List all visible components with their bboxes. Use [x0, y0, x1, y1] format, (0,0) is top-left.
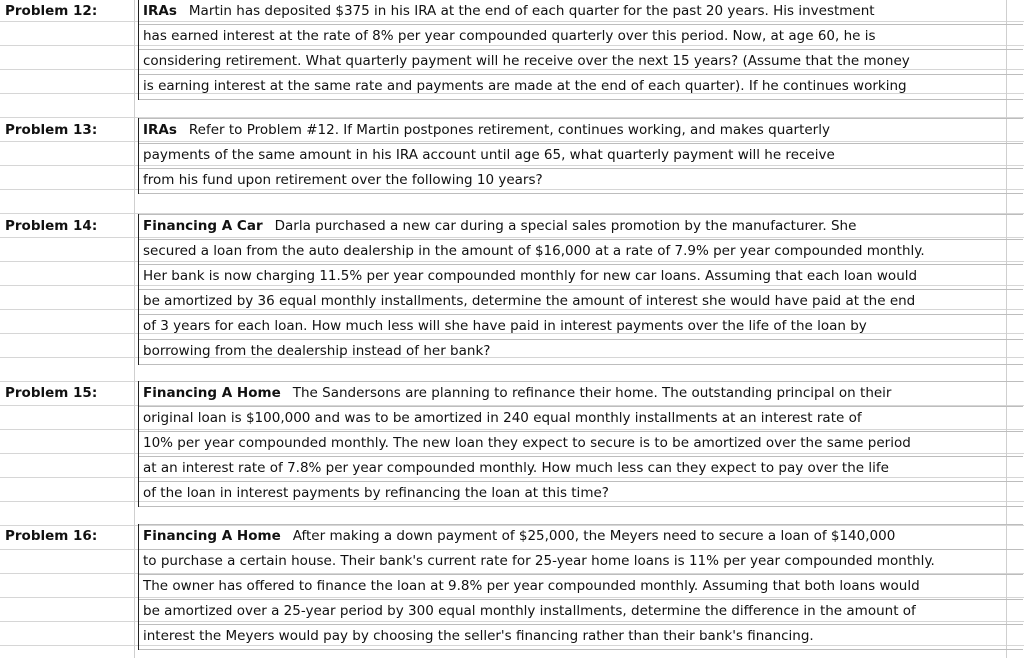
problem-15-line-1: Financing A Home The Sandersons are planning to refinance their home. The outstanding principal on their	[139, 381, 1023, 407]
problem-14-line-3: Her bank is now charging 11.5% per year compounded monthly for new car loans. Assuming that each loan would	[139, 265, 1023, 290]
problem-12-label: Problem 12:	[5, 3, 98, 19]
problem-14-line-5: of 3 years for each loan. How much less will she have paid in interest payments over the life of the loan by	[139, 315, 1023, 340]
problem-16-text	[138, 524, 1023, 650]
problem-14-label: Problem 14:	[5, 218, 98, 234]
problem-15-line-5: of the loan in interest payments by refinancing the loan at this time?	[139, 482, 1023, 507]
problem-12-topic: IRAs	[143, 3, 177, 19]
problem-12-text	[138, 0, 1023, 100]
problem-13-line-2: payments of the same amount in his IRA account until age 65, what quarterly payment will he receive	[139, 144, 1023, 169]
problem-15-topic: Financing A Home	[143, 385, 281, 401]
problem-12-line-1: IRAs Martin has deposited $375 in his IRA at the end of each quarter for the past 20 years. His investment	[139, 0, 1023, 25]
problem-12-line-3: considering retirement. What quarterly payment will he receive over the next 15 years? (Assume that the money	[139, 50, 1023, 75]
problem-15-line-4: at an interest rate of 7.8% per year compounded monthly. How much less can they expect to pay over the life	[139, 457, 1023, 482]
problem-15-text	[138, 381, 1023, 507]
problem-14-line-4: be amortized by 36 equal monthly installments, determine the amount of interest she would have paid at the end	[139, 290, 1023, 315]
problem-13-label: Problem 13:	[5, 122, 98, 138]
problem-13-text	[138, 118, 1023, 194]
problem-13-topic: IRAs	[143, 122, 177, 138]
problem-14-text	[138, 214, 1023, 365]
problem-16-line-2: to purchase a certain house. Their bank's current rate for 25-year home loans is 11% per year compounded monthly.	[139, 550, 1023, 575]
problem-16-topic: Financing A Home	[143, 528, 281, 544]
problem-14-line-6: borrowing from the dealership instead of her bank?	[139, 340, 1023, 365]
problem-14-topic: Financing A Car	[143, 218, 263, 234]
problem-15-line-3: 10% per year compounded monthly. The new loan they expect to secure is to be amortized over the same period	[139, 432, 1023, 457]
problem-16-line-1: Financing A Home After making a down payment of $25,000, the Meyers need to secure a loan of $140,000	[139, 524, 1023, 550]
problem-15-line-2: original loan is $100,000 and was to be amortized in 240 equal monthly installments at an interest rate of	[139, 407, 1023, 432]
problem-16-line-5: interest the Meyers would pay by choosing the seller's financing rather than their bank's financing.	[139, 625, 1023, 650]
problem-15-label: Problem 15:	[5, 385, 98, 401]
problem-12-line-4: is earning interest at the same rate and payments are made at the end of each quarter). If he continues working	[139, 75, 1023, 100]
problem-16-line-4: be amortized over a 25-year period by 300 equal monthly installments, determine the difference in the amount of	[139, 600, 1023, 625]
problem-13-line-3: from his fund upon retirement over the following 10 years?	[139, 169, 1023, 194]
problem-13-line-1: IRAs Refer to Problem #12. If Martin postpones retirement, continues working, and makes quarterly	[139, 118, 1023, 144]
problem-16-label: Problem 16:	[5, 528, 98, 544]
problem-14-line-2: secured a loan from the auto dealership in the amount of $16,000 at a rate of 7.9% per year compounded monthly.	[139, 240, 1023, 265]
problem-12-line-2: has earned interest at the rate of 8% per year compounded quarterly over this period. Now, at age 60, he is	[139, 25, 1023, 50]
problem-14-line-1: Financing A Car Darla purchased a new car during a special sales promotion by the manufacturer. She	[139, 214, 1023, 240]
problem-16-line-3: The owner has offered to finance the loan at 9.8% per year compounded monthly. Assuming that both loans would	[139, 575, 1023, 600]
